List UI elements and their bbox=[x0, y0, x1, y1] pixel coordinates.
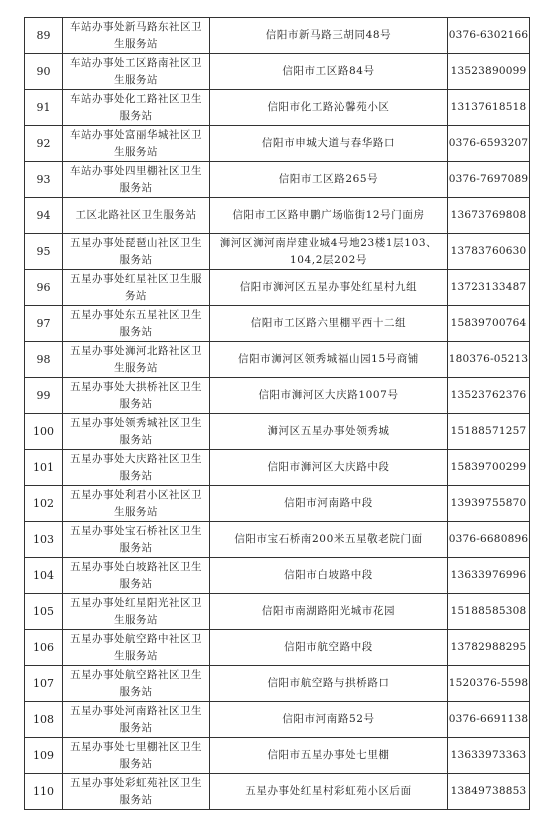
table-row bbox=[25, 378, 530, 414]
clinic-table-body bbox=[25, 18, 530, 810]
station-phone: 1520376-5598 bbox=[448, 666, 530, 702]
station-address: 信阳市浉河区大庆路1007号 bbox=[210, 378, 448, 414]
station-phone: 13523762376 bbox=[448, 378, 530, 414]
station-name: 五星办事处浉河北路社区卫生服务站 bbox=[63, 342, 210, 378]
row-number: 100 bbox=[25, 414, 63, 450]
station-name: 车站办事处四里棚社区卫生服务站 bbox=[63, 162, 210, 198]
table-row bbox=[25, 18, 530, 54]
station-address: 信阳市新马路三胡同48号 bbox=[210, 18, 448, 54]
table-row bbox=[25, 198, 530, 234]
station-phone: 0376-6302166 bbox=[448, 18, 530, 54]
station-phone: 13782988295 bbox=[448, 630, 530, 666]
row-number: 97 bbox=[25, 306, 63, 342]
station-name: 五星办事处大庆路社区卫生服务站 bbox=[63, 450, 210, 486]
station-phone: 0376-7697089 bbox=[448, 162, 530, 198]
row-number: 93 bbox=[25, 162, 63, 198]
station-address: 信阳市浉河区五星办事处红星村九组 bbox=[210, 270, 448, 306]
table-row bbox=[25, 774, 530, 810]
station-phone: 13673769808 bbox=[448, 198, 530, 234]
station-address: 信阳市航空路与拱桥路口 bbox=[210, 666, 448, 702]
row-number: 92 bbox=[25, 126, 63, 162]
row-number: 106 bbox=[25, 630, 63, 666]
station-phone: 13633976996 bbox=[448, 558, 530, 594]
station-name: 五星办事处七里棚社区卫生服务站 bbox=[63, 738, 210, 774]
table-row bbox=[25, 558, 530, 594]
station-phone: 15188571257 bbox=[448, 414, 530, 450]
row-number: 99 bbox=[25, 378, 63, 414]
table-row bbox=[25, 522, 530, 558]
station-address: 信阳市工区路84号 bbox=[210, 54, 448, 90]
table-row bbox=[25, 630, 530, 666]
station-name: 五星办事处河南路社区卫生服务站 bbox=[63, 702, 210, 738]
station-address: 信阳市工区路申鹏广场临街12号门面房 bbox=[210, 198, 448, 234]
station-address: 信阳市申城大道与春华路口 bbox=[210, 126, 448, 162]
station-phone: 15839700299 bbox=[448, 450, 530, 486]
row-number: 95 bbox=[25, 234, 63, 270]
station-address: 信阳市工区路265号 bbox=[210, 162, 448, 198]
station-address: 信阳市河南路52号 bbox=[210, 702, 448, 738]
row-number: 109 bbox=[25, 738, 63, 774]
station-phone: 0376-6680896 bbox=[448, 522, 530, 558]
row-number: 107 bbox=[25, 666, 63, 702]
station-name: 工区北路社区卫生服务站 bbox=[63, 198, 210, 234]
station-address: 信阳市五星办事处七里棚 bbox=[210, 738, 448, 774]
station-phone: 180376-05213 bbox=[448, 342, 530, 378]
table-row bbox=[25, 90, 530, 126]
station-name: 五星办事处琵琶山社区卫生服务站 bbox=[63, 234, 210, 270]
station-name: 五星办事处白坡路社区卫生服务站 bbox=[63, 558, 210, 594]
station-address: 浉河区浉河南岸建业城4号地23楼1层103、104,2层202号 bbox=[210, 234, 448, 270]
station-address: 信阳市浉河区大庆路中段 bbox=[210, 450, 448, 486]
station-name: 五星办事处航空路社区卫生服务站 bbox=[63, 666, 210, 702]
station-address: 信阳市工区路六里棚平西十二组 bbox=[210, 306, 448, 342]
station-address: 信阳市化工路沁馨苑小区 bbox=[210, 90, 448, 126]
station-name: 五星办事处航空路中社区卫生服务站 bbox=[63, 630, 210, 666]
row-number: 103 bbox=[25, 522, 63, 558]
station-address: 信阳市河南路中段 bbox=[210, 486, 448, 522]
station-name: 车站办事处富丽华城社区卫生服务站 bbox=[63, 126, 210, 162]
station-name: 车站办事处新马路东社区卫生服务站 bbox=[63, 18, 210, 54]
station-phone: 13137618518 bbox=[448, 90, 530, 126]
station-phone: 0376-6593207 bbox=[448, 126, 530, 162]
row-number: 90 bbox=[25, 54, 63, 90]
table-row bbox=[25, 486, 530, 522]
clinic-directory-sheet bbox=[24, 17, 529, 810]
station-phone: 13849738853 bbox=[448, 774, 530, 810]
row-number: 110 bbox=[25, 774, 63, 810]
station-name: 五星办事处大拱桥社区卫生服务站 bbox=[63, 378, 210, 414]
row-number: 108 bbox=[25, 702, 63, 738]
station-phone: 13723133487 bbox=[448, 270, 530, 306]
station-phone: 0376-6691138 bbox=[448, 702, 530, 738]
table-row bbox=[25, 234, 530, 270]
row-number: 98 bbox=[25, 342, 63, 378]
station-name: 五星办事处利君小区社区卫生服务站 bbox=[63, 486, 210, 522]
table-row bbox=[25, 666, 530, 702]
station-phone: 13633973363 bbox=[448, 738, 530, 774]
table-row bbox=[25, 162, 530, 198]
station-name: 五星办事处红星阳光社区卫生服务站 bbox=[63, 594, 210, 630]
table-row bbox=[25, 342, 530, 378]
table-row bbox=[25, 306, 530, 342]
station-phone: 13783760630 bbox=[448, 234, 530, 270]
table-row bbox=[25, 54, 530, 90]
station-name: 五星办事处领秀城社区卫生服务站 bbox=[63, 414, 210, 450]
station-address: 信阳市南湖路阳光城市花园 bbox=[210, 594, 448, 630]
station-address: 信阳市航空路中段 bbox=[210, 630, 448, 666]
table-row bbox=[25, 126, 530, 162]
table-row bbox=[25, 702, 530, 738]
row-number: 91 bbox=[25, 90, 63, 126]
table-row bbox=[25, 450, 530, 486]
station-name: 五星办事处红星社区卫生服务站 bbox=[63, 270, 210, 306]
row-number: 105 bbox=[25, 594, 63, 630]
row-number: 94 bbox=[25, 198, 63, 234]
station-address: 浉河区五星办事处领秀城 bbox=[210, 414, 448, 450]
station-address: 信阳市宝石桥南200米五星敬老院门面 bbox=[210, 522, 448, 558]
station-phone: 13939755870 bbox=[448, 486, 530, 522]
table-row bbox=[25, 594, 530, 630]
station-phone: 15188585308 bbox=[448, 594, 530, 630]
station-name: 五星办事处彩虹苑社区卫生服务站 bbox=[63, 774, 210, 810]
station-name: 车站办事处工区路南社区卫生服务站 bbox=[63, 54, 210, 90]
clinic-table bbox=[24, 17, 530, 810]
table-row bbox=[25, 738, 530, 774]
row-number: 102 bbox=[25, 486, 63, 522]
station-phone: 13523890099 bbox=[448, 54, 530, 90]
row-number: 101 bbox=[25, 450, 63, 486]
table-row bbox=[25, 270, 530, 306]
row-number: 96 bbox=[25, 270, 63, 306]
station-name: 五星办事处宝石桥社区卫生服务站 bbox=[63, 522, 210, 558]
table-row bbox=[25, 414, 530, 450]
station-name: 车站办事处化工路社区卫生服务站 bbox=[63, 90, 210, 126]
station-address: 信阳市白坡路中段 bbox=[210, 558, 448, 594]
station-phone: 15839700764 bbox=[448, 306, 530, 342]
row-number: 104 bbox=[25, 558, 63, 594]
station-name: 五星办事处东五星社区卫生服务站 bbox=[63, 306, 210, 342]
station-address: 五星办事处红星村彩虹苑小区后面 bbox=[210, 774, 448, 810]
row-number: 89 bbox=[25, 18, 63, 54]
station-address: 信阳市浉河区领秀城福山园15号商铺 bbox=[210, 342, 448, 378]
